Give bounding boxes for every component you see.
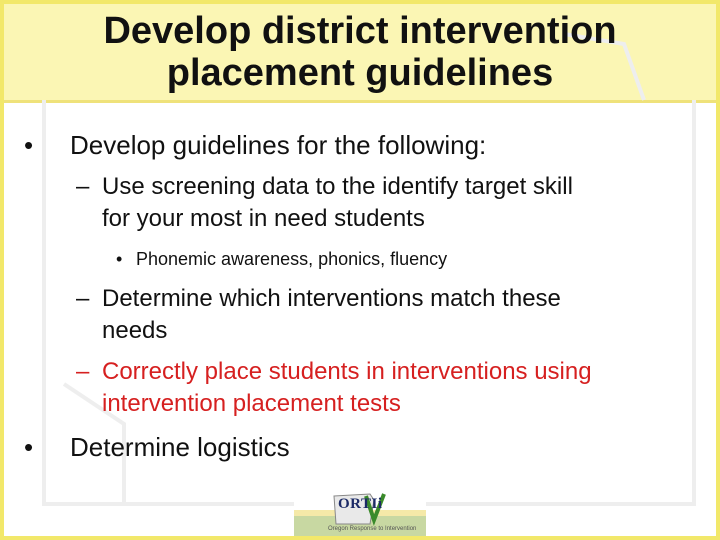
page-title (4, 10, 716, 94)
subitem-determine-line1: Determine which interventions match these (102, 285, 561, 312)
logo-text: ORTIi (338, 496, 383, 512)
ortii-logo (294, 488, 426, 538)
subsubitem-phonemic: Phonemic awareness, phonics, fluency (136, 249, 448, 269)
title-line-2: placement guidelines (166, 52, 554, 94)
subitem-place-line2: intervention placement tests (102, 390, 401, 417)
bullet-determine-logistics: Determine logistics (70, 432, 290, 462)
subitem-screening-line1: Use screening data to the identify target skill (102, 173, 573, 200)
subitem-screening-line2: for your most in need students (102, 205, 425, 232)
bullet-marker: • (24, 130, 34, 160)
title-line-1: Develop district intervention (103, 10, 617, 52)
subitem-determine-line2: needs (102, 317, 168, 344)
dash-marker-red: – (76, 358, 90, 385)
bullet-marker: • (24, 432, 34, 462)
bullet-develop-guidelines: Develop guidelines for the following: (70, 130, 487, 160)
dash-marker: – (76, 173, 90, 200)
bullet-marker-small: • (116, 249, 123, 269)
dash-marker: – (76, 285, 90, 312)
logo-subtext: Oregon Response to Intervention (328, 526, 417, 532)
subitem-place-line1: Correctly place students in interventions using (102, 358, 592, 385)
